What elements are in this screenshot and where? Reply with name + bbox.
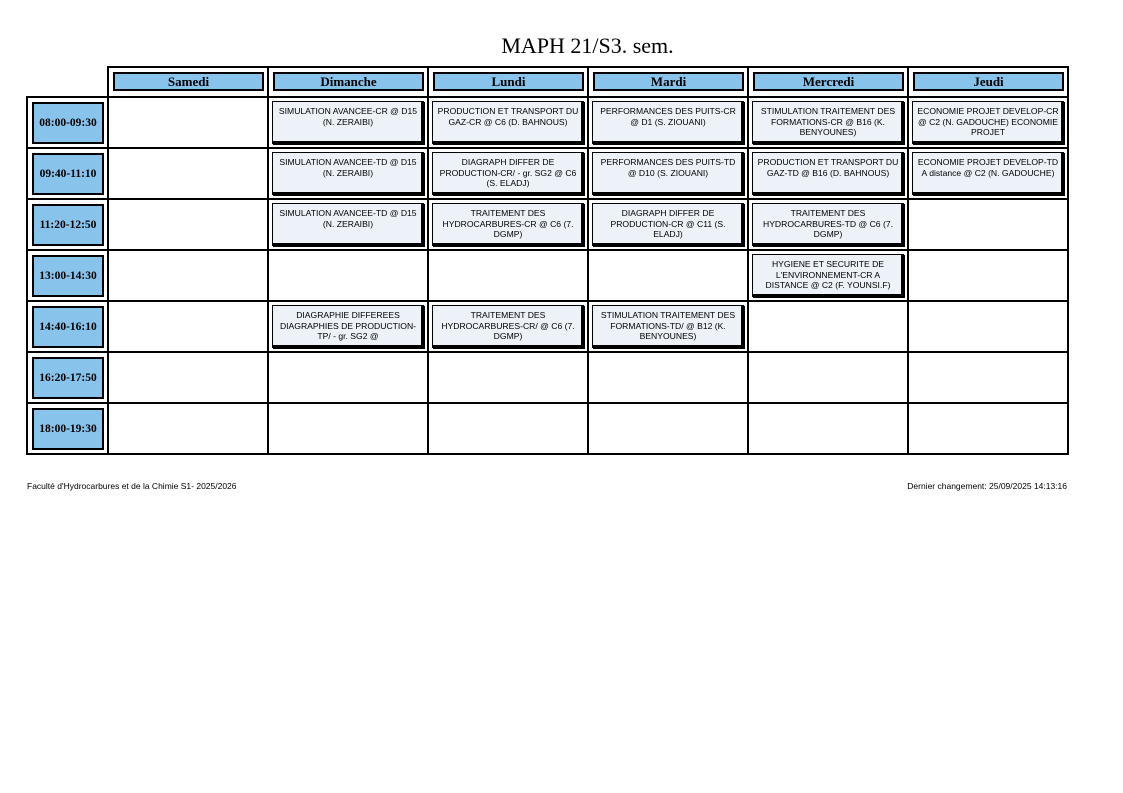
time-slot-label: 11:20-12:50 xyxy=(32,204,104,246)
schedule-cell xyxy=(748,403,908,454)
day-header-mardi: Mardi xyxy=(593,72,744,91)
schedule-cell xyxy=(908,199,1068,250)
day-header-jeudi: Jeudi xyxy=(913,72,1064,91)
schedule-cell[interactable] xyxy=(748,97,908,148)
schedule-cell xyxy=(908,250,1068,301)
schedule-cell xyxy=(108,97,268,148)
schedule-cell[interactable] xyxy=(588,97,748,148)
time-slot-label: 18:00-19:30 xyxy=(32,408,104,450)
schedule-cell xyxy=(108,403,268,454)
time-cell xyxy=(27,352,108,403)
timetable xyxy=(26,66,1069,455)
schedule-cell[interactable] xyxy=(588,148,748,199)
corner-cell xyxy=(27,67,108,97)
schedule-cell xyxy=(428,352,588,403)
course-block[interactable]: SIMULATION AVANCEE-TD @ D15 (N. ZERAIBI) xyxy=(272,203,424,246)
course-block[interactable]: PERFORMANCES DES PUITS-TD @ D10 (S. ZIOUANI) xyxy=(592,152,744,195)
schedule-cell xyxy=(268,352,428,403)
time-slot-label: 09:40-11:10 xyxy=(32,153,104,195)
schedule-cell xyxy=(428,403,588,454)
schedule-cell xyxy=(588,250,748,301)
schedule-cell xyxy=(428,250,588,301)
schedule-cell[interactable] xyxy=(268,97,428,148)
time-cell xyxy=(27,250,108,301)
time-cell xyxy=(27,403,108,454)
time-slot-label: 14:40-16:10 xyxy=(32,306,104,348)
time-slot-label: 13:00-14:30 xyxy=(32,255,104,297)
schedule-cell xyxy=(268,403,428,454)
course-block[interactable]: ECONOMIE PROJET DEVELOP-TD A distance @ C2 (N. GADOUCHE) xyxy=(912,152,1064,195)
schedule-cell xyxy=(268,250,428,301)
course-block[interactable]: TRAITEMENT DES HYDROCARBURES-CR @ C6 (7. DGMP) xyxy=(432,203,584,246)
schedule-cell[interactable] xyxy=(908,97,1068,148)
time-slot-row xyxy=(27,250,1068,301)
schedule-cell xyxy=(748,301,908,352)
schedule-cell[interactable] xyxy=(748,148,908,199)
time-cell xyxy=(27,199,108,250)
course-block[interactable]: PERFORMANCES DES PUITS-CR @ D1 (S. ZIOUANI) xyxy=(592,101,744,144)
course-block[interactable]: DIAGRAPH DIFFER DE PRODUCTION-CR @ C11 (S. ELADJ) xyxy=(592,203,744,246)
day-header-dimanche: Dimanche xyxy=(273,72,424,91)
time-slot-row xyxy=(27,199,1068,250)
schedule-cell xyxy=(588,403,748,454)
course-block[interactable]: SIMULATION AVANCEE-CR @ D15 (N. ZERAIBI) xyxy=(272,101,424,144)
schedule-cell xyxy=(108,148,268,199)
schedule-cell[interactable] xyxy=(588,199,748,250)
schedule-cell xyxy=(908,352,1068,403)
schedule-cell[interactable] xyxy=(268,148,428,199)
schedule-cell[interactable] xyxy=(588,301,748,352)
day-header-cell xyxy=(588,67,748,97)
course-block[interactable]: PRODUCTION ET TRANSPORT DU GAZ-CR @ C6 (D. BAHNOUS) xyxy=(432,101,584,144)
course-block[interactable]: STIMULATION TRAITEMENT DES FORMATIONS-TD/ @ B12 (K. BENYOUNES) xyxy=(592,305,744,348)
schedule-cell xyxy=(108,352,268,403)
schedule-cell[interactable] xyxy=(748,199,908,250)
schedule-cell xyxy=(748,352,908,403)
time-cell xyxy=(27,301,108,352)
time-slot-row xyxy=(27,148,1068,199)
course-block[interactable]: ECONOMIE PROJET DEVELOP-CR @ C2 (N. GADOUCHE) ECONOMIE PROJET xyxy=(912,101,1064,144)
course-block[interactable]: SIMULATION AVANCEE-TD @ D15 (N. ZERAIBI) xyxy=(272,152,424,195)
day-header-row xyxy=(27,67,1068,97)
schedule-cell[interactable] xyxy=(428,301,588,352)
day-header-cell xyxy=(908,67,1068,97)
schedule-cell[interactable] xyxy=(268,199,428,250)
course-block[interactable]: DIAGRAPHIE DIFFEREES DIAGRAPHIES DE PRODUCTION-TP/ - gr. SG2 @ xyxy=(272,305,424,348)
schedule-cell xyxy=(108,301,268,352)
schedule-cell xyxy=(108,250,268,301)
day-header-lundi: Lundi xyxy=(433,72,584,91)
schedule-cell xyxy=(908,301,1068,352)
course-block[interactable]: PRODUCTION ET TRANSPORT DU GAZ-TD @ B16 (D. BAHNOUS) xyxy=(752,152,904,195)
day-header-mercredi: Mercredi xyxy=(753,72,904,91)
time-slot-row xyxy=(27,352,1068,403)
schedule-cell[interactable] xyxy=(268,301,428,352)
time-slot-row xyxy=(27,403,1068,454)
schedule-cell[interactable] xyxy=(908,148,1068,199)
time-slot-row xyxy=(27,97,1068,148)
course-block[interactable]: TRAITEMENT DES HYDROCARBURES-TD @ C6 (7. DGMP) xyxy=(752,203,904,246)
day-header-cell xyxy=(108,67,268,97)
course-block[interactable]: TRAITEMENT DES HYDROCARBURES-CR/ @ C6 (7. DGMP) xyxy=(432,305,584,348)
footer-last-change: Dernier changement: 25/09/2025 14:13:16 xyxy=(907,481,1067,491)
day-header-cell xyxy=(748,67,908,97)
time-slot-label: 08:00-09:30 xyxy=(32,102,104,144)
time-cell xyxy=(27,148,108,199)
schedule-cell xyxy=(588,352,748,403)
timetable-body xyxy=(27,67,1068,454)
footer-faculty: Faculté d'Hydrocarbures et de la Chimie S1- 2025/2026 xyxy=(27,481,237,491)
day-header-cell xyxy=(268,67,428,97)
time-cell xyxy=(27,97,108,148)
day-header-samedi: Samedi xyxy=(113,72,264,91)
schedule-cell[interactable] xyxy=(748,250,908,301)
schedule-cell xyxy=(908,403,1068,454)
schedule-cell xyxy=(108,199,268,250)
schedule-cell[interactable] xyxy=(428,148,588,199)
time-slot-label: 16:20-17:50 xyxy=(32,357,104,399)
course-block[interactable]: DIAGRAPH DIFFER DE PRODUCTION-CR/ - gr. SG2 @ C6 (S. ELADJ) xyxy=(432,152,584,195)
course-block[interactable]: HYGIENE ET SECURITE DE L'ENVIRONNEMENT-CR A DISTANCE @ C2 (F. YOUNSI.F) xyxy=(752,254,904,297)
time-slot-row xyxy=(27,301,1068,352)
schedule-cell[interactable] xyxy=(428,199,588,250)
day-header-cell xyxy=(428,67,588,97)
page-title: MAPH 21/S3. sem. xyxy=(501,33,674,58)
schedule-cell[interactable] xyxy=(428,97,588,148)
course-block[interactable]: STIMULATION TRAITEMENT DES FORMATIONS-CR @ B16 (K. BENYOUNES) xyxy=(752,101,904,144)
